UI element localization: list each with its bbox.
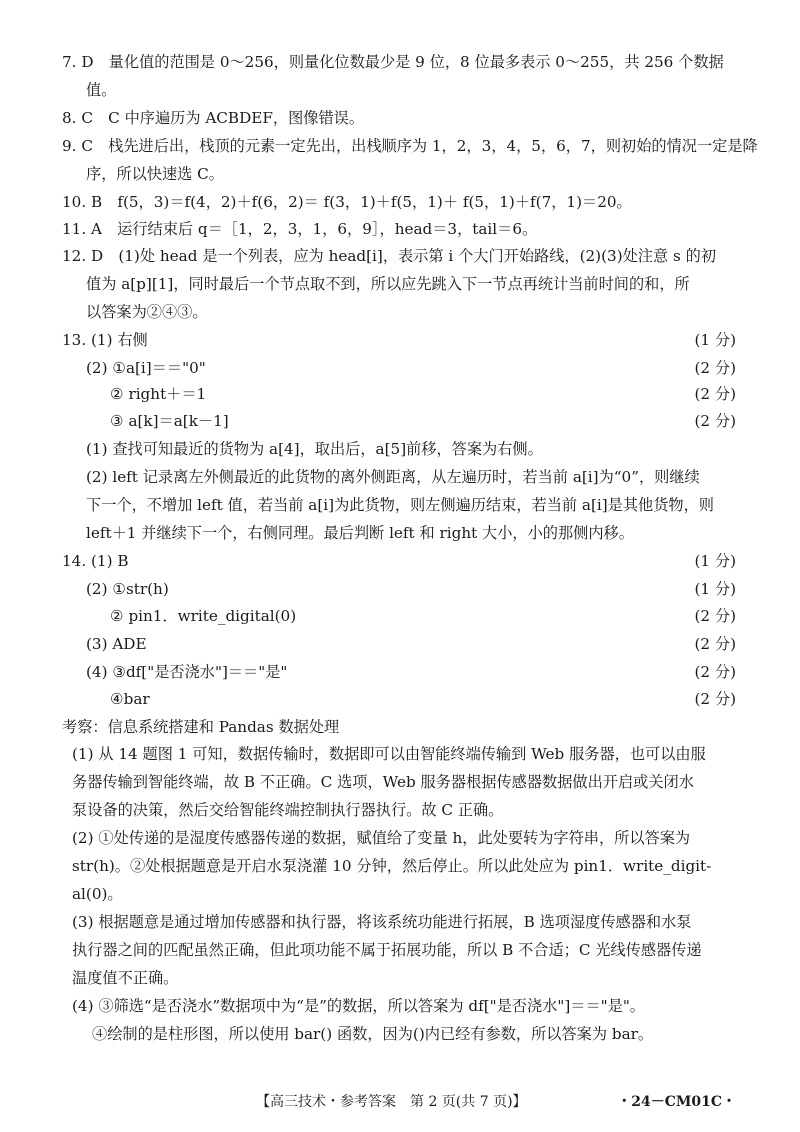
q13-explanation-4: left＋1 并继续下一个，右侧同理。最后判断 left 和 right 大小，小的那侧内移。 (86, 524, 634, 542)
answer-7-line1: 7. D 量化值的范围是 0～256，则量化位数最少是 9 位，8 位最多表示 0～255，共 256 个数据 (62, 53, 724, 71)
q14-analysis-6: al(0)。 (72, 885, 123, 903)
q13-item-1-points: (1 分) (694, 331, 736, 349)
q14-analysis-title: 考察：信息系统搭建和 Pandas 数据处理 (62, 718, 340, 736)
q13-item-4-points: (2 分) (694, 412, 736, 430)
answer-12-line2: 值为 a[p][1]，同时最后一个节点取不到，所以应先跳入下一节点再统计当前时间的和，所 (86, 275, 690, 293)
page-footer: 【高三技术・参考答案 第 2 页(共 7 页)】 (256, 1094, 527, 1110)
q14-analysis-9: 温度值不正确。 (72, 969, 179, 987)
document-code: ・24－CM01C・ (617, 1094, 736, 1110)
q14-analysis-11: ④绘制的是柱形图，所以使用 bar() 函数，因为()内已经有参数，所以答案为 bar。 (92, 1025, 654, 1043)
answer-10-line1: 10. B f(5，3)＝f(4，2)＋f(6，2)＝ f(3，1)＋f(5，1)＋ f(5，1)＋f(7，1)＝20。 (62, 193, 632, 211)
q14-item-4-points: (2 分) (694, 635, 736, 653)
q13-item-2-points: (2 分) (694, 359, 736, 377)
answer-8-line1: 8. C C 中序遍历为 ACBDEF，图像错误。 (62, 109, 365, 127)
q14-item-5: (4) ③df["是否浇水"]＝＝"是" (86, 663, 288, 681)
q13-item-3: ② right＋＝1 (110, 385, 207, 403)
q14-analysis-8: 执行器之间的匹配虽然正确，但此项功能不属于拓展功能，所以 B 不合适；C 光线传感器传递 (72, 941, 702, 959)
q14-item-3: ② pin1．write_digital(0) (110, 607, 297, 625)
answer-12-line1: 12. D (1)处 head 是一个列表，应为 head[i]，表示第 i 个大门开始路线，(2)(3)处注意 s 的初 (62, 247, 717, 265)
answer-9-line2: 序，所以快速选 C。 (86, 165, 224, 183)
answer-7-line2: 值。 (86, 81, 117, 99)
q14-item-2: (2) ①str(h) (86, 580, 169, 598)
q13-explanation-3: 下一个，不增加 left 值，若当前 a[i]为此货物，则左侧遍历结束，若当前 a[i]是其他货物，则 (86, 496, 714, 514)
q14-item-4: (3) ADE (86, 635, 147, 653)
q14-item-6-points: (2 分) (694, 690, 736, 708)
q13-item-1: 13. (1) 右侧 (62, 331, 148, 349)
q14-analysis-2: 务器传输到智能终端，故 B 不正确。C 选项，Web 服务器根据传感器数据做出开启或关闭水 (72, 773, 694, 791)
q14-item-5-points: (2 分) (694, 663, 736, 681)
q14-analysis-7: (3) 根据题意是通过增加传感器和执行器，将该系统功能进行拓展，B 选项湿度传感器和水泵 (72, 913, 692, 931)
q14-analysis-10: (4) ③筛选“是否浇水”数据项中为“是”的数据，所以答案为 df["是否浇水"]＝＝"是"。 (72, 997, 645, 1015)
q13-item-3-points: (2 分) (694, 385, 736, 403)
q14-item-1: 14. (1) B (62, 552, 129, 570)
q14-analysis-1: (1) 从 14 题图 1 可知，数据传输时，数据即可以由智能终端传输到 Web 服务器，也可以由服 (72, 745, 706, 763)
q14-item-2-points: (1 分) (694, 580, 736, 598)
q14-analysis-4: (2) ①处传递的是湿度传感器传递的数据，赋值给了变量 h，此处要转为字符串，所以答案为 (72, 829, 691, 847)
q14-item-6: ④bar (110, 690, 150, 708)
q14-analysis-3: 泵设备的决策，然后交给智能终端控制执行器执行。故 C 正确。 (72, 801, 504, 819)
q13-explanation-2: (2) left 记录离左外侧最近的此货物的离外侧距离，从左遍历时，若当前 a[i]为“0”，则继续 (86, 468, 700, 486)
q14-item-1-points: (1 分) (694, 552, 736, 570)
q14-analysis-5: str(h)。②处根据题意是开启水泵浇灌 10 分钟，然后停止。所以此处应为 pin1．write_digit- (72, 857, 712, 875)
answer-9-line1: 9. C 栈先进后出，栈顶的元素一定先出，出栈顺序为 1，2，3，4，5，6，7，则初始的情况一定是降 (62, 137, 758, 155)
q13-explanation-1: (1) 查找可知最近的货物为 a[4]，取出后，a[5]前移，答案为右侧。 (86, 440, 543, 458)
q13-item-4: ③ a[k]＝a[k－1] (110, 412, 229, 430)
q13-item-2: (2) ①a[i]＝＝"0" (86, 359, 206, 377)
q14-item-3-points: (2 分) (694, 607, 736, 625)
answer-11-line1: 11. A 运行结束后 q＝［1，2，3，1，6，9］，head＝3，tail＝6。 (62, 220, 538, 238)
answer-12-line3: 以答案为②④③。 (86, 303, 208, 321)
